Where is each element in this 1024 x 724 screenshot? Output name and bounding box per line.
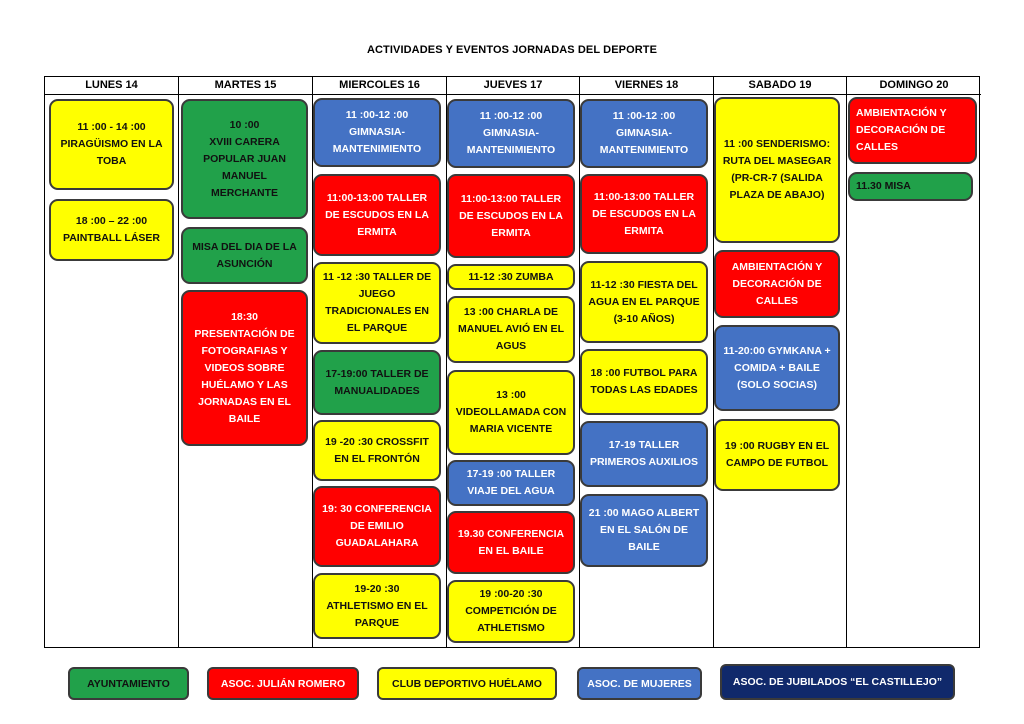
day-header-domingo: DOMINGO 20 — [847, 77, 981, 95]
event-card[interactable]: 10 :00 XVIII CARERA POPULAR JUAN MANUEL MERCHANTE — [181, 99, 308, 219]
legend-mujeres: ASOC. DE MUJERES — [577, 667, 702, 700]
legend-jubilados: ASOC. DE JUBILADOS “EL CASTILLEJO” — [720, 664, 955, 700]
legend-club-deportivo: CLUB DEPORTIVO HUÉLAMO — [377, 667, 557, 700]
day-header-sabado: SABADO 19 — [714, 77, 846, 95]
event-card[interactable]: 11 :00-12 :00 GIMNASIA-MANTENIMIENTO — [580, 99, 708, 168]
event-card[interactable]: 17-19 TALLER PRIMEROS AUXILIOS — [580, 421, 708, 487]
event-card[interactable]: 11 :00-12 :00 GIMNASIA-MANTENIMIENTO — [447, 99, 575, 168]
event-card[interactable]: 11:00-13:00 TALLER DE ESCUDOS EN LA ERMITA — [313, 174, 441, 256]
event-card[interactable]: 11-12 :30 FIESTA DEL AGUA EN EL PARQUE (3-10 AÑOS) — [580, 261, 708, 343]
event-card[interactable]: 19: 30 CONFERENCIA DE EMILIO GUADALAHARA — [313, 486, 441, 567]
event-card[interactable]: 18 :00 – 22 :00 PAINTBALL LÁSER — [49, 199, 174, 261]
day-header-lunes: LUNES 14 — [45, 77, 178, 95]
event-card[interactable]: 19 -20 :30 CROSSFIT EN EL FRONTÓN — [313, 420, 441, 481]
page-title: ACTIVIDADES Y EVENTOS JORNADAS DEL DEPORTE — [366, 44, 658, 56]
day-header-miercoles: MIERCOLES 16 — [313, 77, 446, 95]
event-card[interactable]: 11-20:00 GYMKANA + COMIDA + BAILE (SOLO SOCIAS) — [714, 325, 840, 411]
event-card[interactable]: MISA DEL DIA DE LA ASUNCIÓN — [181, 227, 308, 284]
event-card[interactable]: 18 :00 FUTBOL PARA TODAS LAS EDADES — [580, 349, 708, 415]
event-card[interactable]: 19 :00 RUGBY EN EL CAMPO DE FUTBOL — [714, 419, 840, 491]
event-card[interactable]: AMBIENTACIÓN Y DECORACIÓN DE CALLES — [848, 97, 977, 164]
event-card[interactable]: 11 -12 :30 TALLER DE JUEGO TRADICIONALES EN EL PARQUE — [313, 262, 441, 344]
event-card[interactable]: 19.30 CONFERENCIA EN EL BAILE — [447, 511, 575, 574]
day-header-jueves: JUEVES 17 — [447, 77, 579, 95]
day-header-martes: MARTES 15 — [179, 77, 312, 95]
event-card[interactable]: 11 :00 SENDERISMO: RUTA DEL MASEGAR (PR-CR-7 (SALIDA PLAZA DE ABAJO) — [714, 97, 840, 243]
event-card[interactable]: 11 :00 - 14 :00 PIRAGÜISMO EN LA TOBA — [49, 99, 174, 190]
event-card[interactable]: 19 :00-20 :30 COMPETICIÓN DE ATHLETISMO — [447, 580, 575, 643]
event-card[interactable]: 17-19:00 TALLER DE MANUALIDADES — [313, 350, 441, 415]
legend-ayuntamiento: AYUNTAMIENTO — [68, 667, 189, 700]
event-card[interactable]: 18:30 PRESENTACIÓN DE FOTOGRAFIAS Y VIDEOS SOBRE HUÉLAMO Y LAS JORNADAS EN EL BAILE — [181, 290, 308, 446]
event-card[interactable]: 11.30 MISA — [848, 172, 973, 201]
event-card[interactable]: 17-19 :00 TALLER VIAJE DEL AGUA — [447, 460, 575, 506]
event-card[interactable]: 11:00-13:00 TALLER DE ESCUDOS EN LA ERMITA — [580, 174, 708, 254]
event-card[interactable]: 13 :00 VIDEOLLAMADA CON MARIA VICENTE — [447, 370, 575, 455]
event-card[interactable]: 21 :00 MAGO ALBERT EN EL SALÓN DE BAILE — [580, 494, 708, 567]
legend-julian-romero: ASOC. JULIÁN ROMERO — [207, 667, 359, 700]
event-card[interactable]: AMBIENTACIÓN Y DECORACIÓN DE CALLES — [714, 250, 840, 318]
event-card[interactable]: 13 :00 CHARLA DE MANUEL AVIÓ EN EL AGUS — [447, 296, 575, 363]
event-card[interactable]: 11-12 :30 ZUMBA — [447, 264, 575, 290]
event-card[interactable]: 19-20 :30 ATHLETISMO EN EL PARQUE — [313, 573, 441, 639]
day-header-viernes: VIERNES 18 — [580, 77, 713, 95]
event-card[interactable]: 11:00-13:00 TALLER DE ESCUDOS EN LA ERMITA — [447, 174, 575, 258]
event-card[interactable]: 11 :00-12 :00 GIMNASIA-MANTENIMIENTO — [313, 98, 441, 167]
